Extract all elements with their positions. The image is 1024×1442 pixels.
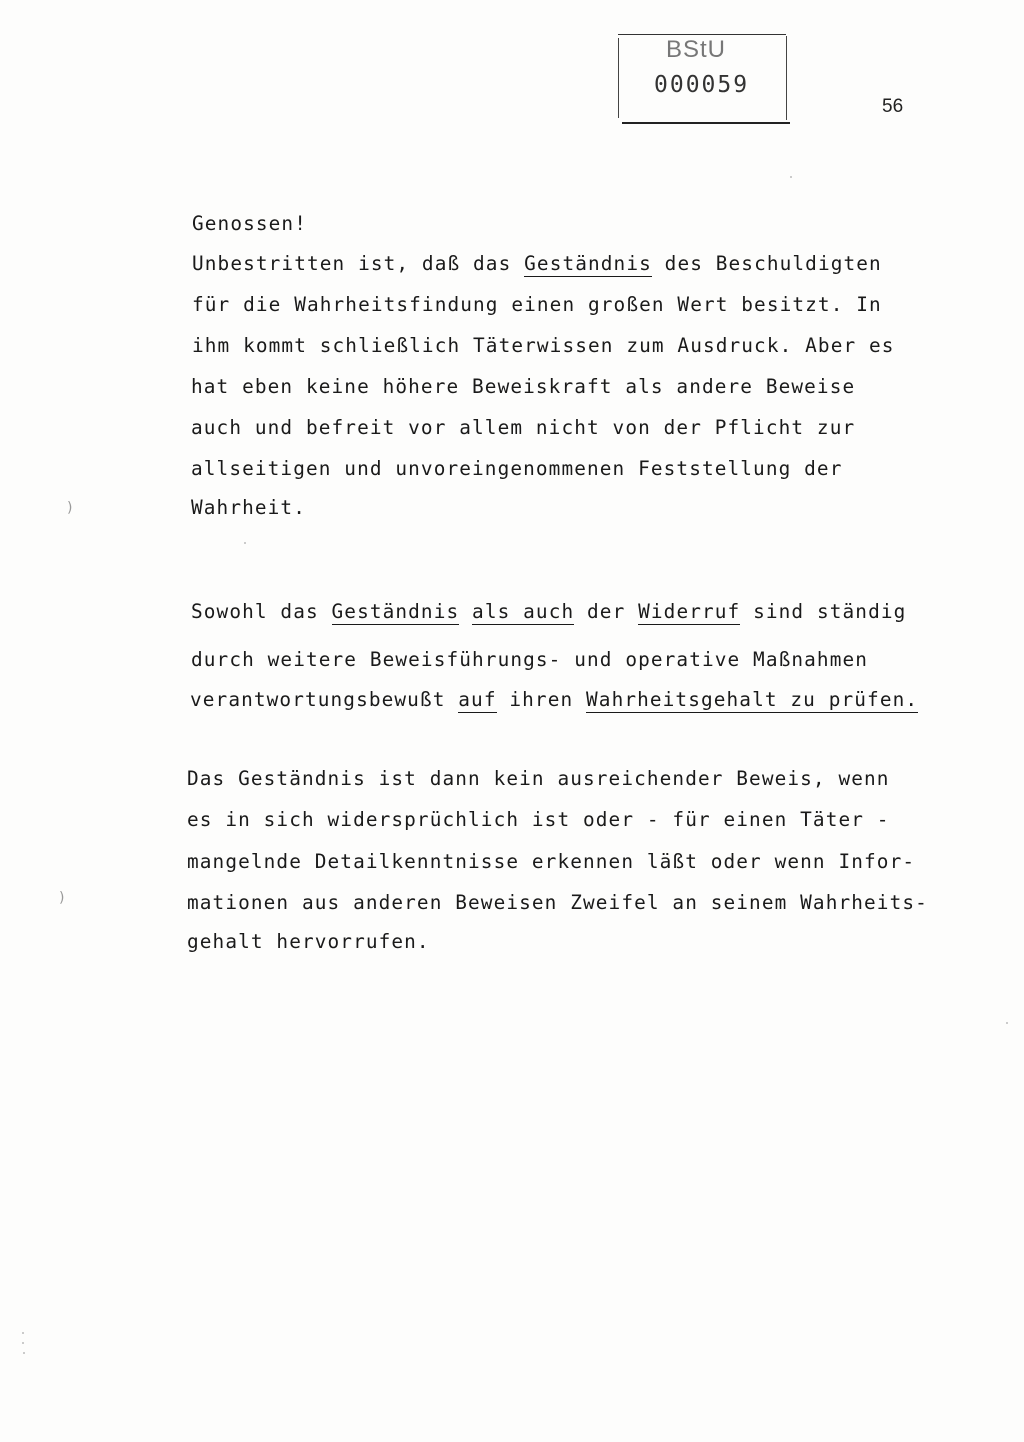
stamp-border-bottom [622, 122, 790, 124]
underlined-term: Wahrheitsgehalt zu prüfen. [586, 688, 919, 711]
text-line [192, 252, 882, 276]
text-line: auch und befreit vor allem nicht von der Pflicht zur [191, 416, 856, 439]
text-segment: des Beschuldigten [651, 252, 882, 275]
underlined-term: Geständnis [524, 252, 652, 275]
underlined-term: als auch [472, 600, 575, 623]
text-line [190, 688, 918, 712]
text-line: ihm kommt schließlich Täterwissen zum Ausdruck. Aber es [192, 334, 895, 357]
stamp-border-left [618, 38, 619, 118]
page-number: 56 [882, 96, 904, 117]
archive-stamp [612, 28, 790, 126]
text-line: mationen aus anderen Beweisen Zweifel an seinem Wahrheits- [187, 891, 928, 914]
text-line [191, 600, 906, 624]
stamp-label: BStU [666, 36, 727, 63]
underlined-term: auf [458, 688, 497, 711]
scan-speck [244, 542, 246, 544]
text-line: es in sich widersprüchlich ist oder - für einen Täter - [187, 808, 890, 831]
underlined-term: Widerruf [638, 600, 741, 623]
text-line: Genossen! [192, 212, 307, 235]
text-line: hat eben keine höhere Beweiskraft als andere Beweise [191, 375, 856, 398]
stamp-number: 000059 [654, 72, 750, 98]
scan-speck [22, 1342, 24, 1344]
stamp-border-top [618, 34, 786, 35]
scan-speck [1006, 1022, 1008, 1024]
text-line: allseitigen und unvoreingenommenen Feststellung der [191, 457, 843, 480]
text-segment: Sowohl das [191, 600, 332, 623]
margin-mark: ) [59, 890, 65, 906]
text-line: Das Geständnis ist dann kein ausreichender Beweis, wenn [187, 767, 890, 790]
stamp-border-right [786, 36, 787, 120]
scan-speck [23, 1352, 25, 1354]
text-segment: sind ständig [740, 600, 907, 623]
text-line: mangelnde Detailkenntnisse erkennen läßt oder wenn Infor- [187, 850, 916, 873]
scan-speck [790, 176, 792, 178]
underlined-term: Geständnis [331, 600, 460, 623]
scan-speck [22, 1332, 24, 1334]
margin-mark: ) [67, 500, 73, 516]
text-segment: der [574, 600, 639, 623]
text-line: durch weitere Beweisführungs- und operative Maßnahmen [191, 648, 869, 671]
text-line: für die Wahrheitsfindung einen großen Wert besitzt. In [192, 293, 882, 316]
text-segment: verantwortungsbewußt [190, 688, 459, 711]
text-segment: ihren [496, 688, 587, 711]
text-line: gehalt hervorrufen. [187, 930, 430, 953]
text-segment [459, 600, 472, 623]
text-segment: Unbestritten ist, daß das [192, 252, 525, 275]
text-line: Wahrheit. [191, 496, 306, 519]
